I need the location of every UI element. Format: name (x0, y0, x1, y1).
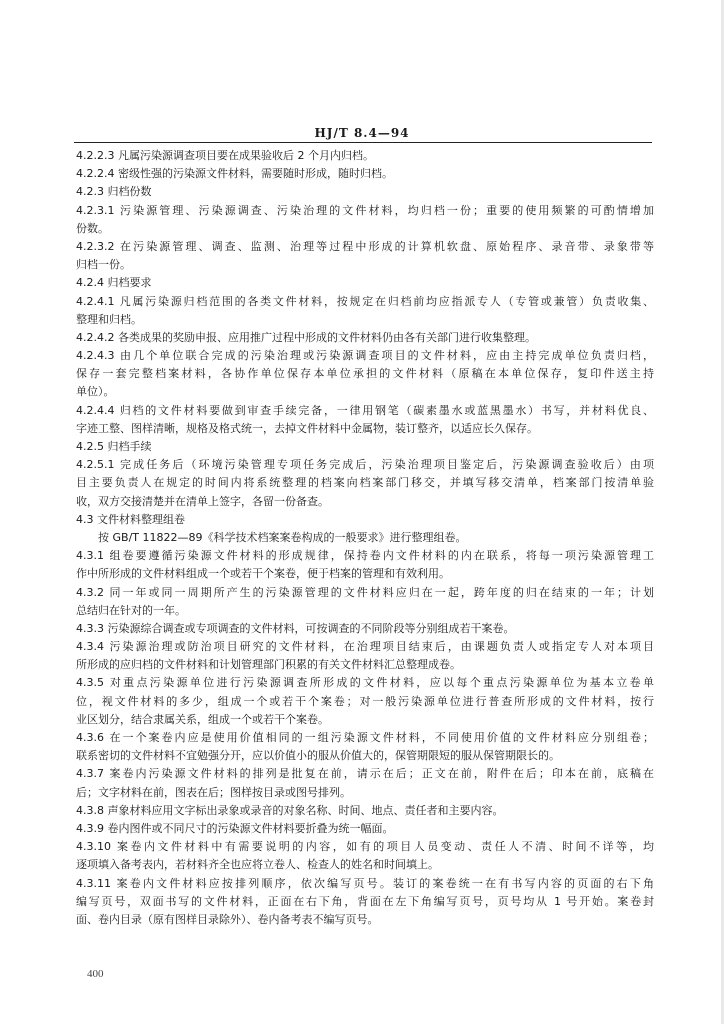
header-rule (74, 142, 652, 143)
text-line: 4.3 文件材料整理组卷 (76, 512, 185, 526)
page-header (0, 122, 724, 141)
text-line: 所形成的应归档的文件材料和计划管理部门积累的有关文件材料汇总整理成卷。 (76, 658, 461, 672)
text-line: 4.3.2 同一年或同一周期所产生的污染源管理的文件材料应归在一起，跨年度的归在结束的一年；计划 (76, 585, 654, 599)
text-line: 逐项填入备考表内，若材料齐全也应将立卷人、检查人的姓名和时间填上。 (76, 858, 439, 872)
text-line: 收，双方交接清楚并在清单上签字，各留一份备查。 (76, 494, 329, 508)
text-line: 4.3.6 在一个案卷内应是使用价值相同的一组污染源文件材料，不同使用价值的文件材料应分别组卷； (76, 731, 654, 744)
text-line: 4.3.5 对重点污染源单位进行污染源调查所形成的文件材料，应以每个重点污染源单位为基本立卷单 (76, 676, 654, 690)
text-line: 字迹工整、图样清晰，规格及格式统一，去掉文件材料中金属物，装订整齐，以适应长久保存。 (76, 421, 538, 435)
text-line: 4.2.4.3 由几个单位联合完成的污染治理或污染源调查项目的文件材料，应由主持完成单位负责归档， (76, 349, 654, 363)
text-line: 归档一份。 (76, 258, 131, 272)
text-line: 4.2.2.4 密级性强的污染源文件材料，需要随时形成，随时归档。 (76, 167, 393, 181)
text-line: 4.3.1 组卷要遵循污染源文件材料的形成规律，保持卷内文件材料的内在联系，将每一项污染源管理工 (76, 549, 654, 563)
text-line: 保存一套完整档案材料，各协作单位保存本单位承担的文件材料（原稿在本单位保存，复印件送主持 (76, 367, 654, 381)
text-line: 4.3.3 污染源综合调查或专项调查的文件材料，可按调查的不同阶段等分别组成若干案卷。 (76, 621, 515, 635)
text-line: 按 GB/T 11822—89《科学技术档案案卷构成的一般要求》进行整理组卷。 (98, 530, 467, 544)
text-line: 4.3.10 案卷内文件材料中有需要说明的内容，如有的项目人员变动、责任人不清、时间不详等，均 (76, 840, 654, 854)
text-line: 编写页号，双面书写的文件材料，正面在右下角，背面在左下角编写页号，页号均从 1 号开始。案卷封 (76, 894, 654, 908)
text-line: 4.2.3.1 污染源管理、污染源调查、污染治理的文件材料，均归档一份；重要的使用频繁的可酌情增加 (76, 203, 654, 217)
text-line: 4.2.3.2 在污染源管理、调查、监测、治理等过程中形成的计算机软盘、原始程序、录音带、录象带等 (76, 239, 654, 253)
text-line: 份数。 (76, 221, 109, 235)
text-line: 目主要负责人在规定的时间内将系统整理的档案向档案部门移交，并填写移交清单，档案部门按清单验 (76, 476, 654, 490)
text-line: 4.3.11 案卷内文件材料应按排列顺序，依次编写页号。装订的案卷统一在有书写内容的页面的右下角 (76, 876, 654, 890)
text-line: 整理和归档。 (76, 312, 142, 326)
text-line: 作中所形成的文件材料组成一个或若干个案卷，便于档案的管理和有效利用。 (76, 567, 450, 581)
text-line: 4.2.2.3 凡属污染源调查项目要在成果验收后 2 个月内归档。 (76, 149, 374, 162)
text-line: 面、卷内目录（原有图样目录除外）、卷内备考表不编写页号。 (76, 912, 379, 926)
text-line: 4.2.4.1 凡属污染源归档范围的各类文件材料，按规定在归档前均应指派专人（专管或兼管）负责收集、 (76, 294, 654, 308)
text-line: 4.2.4.4 归档的文件材料要做到审查手续完备，一律用钢笔（碳素墨水或蓝黑墨水）书写，并材料优良、 (76, 403, 654, 417)
text-line: 4.2.5.1 完成任务后（环境污染管理专项任务完成后，污染治理项目鉴定后，污染源调查验收后）由项 (76, 458, 654, 472)
text-line: 4.3.9 卷内图件或不同尺寸的污染源文件材料要折叠为统一幅面。 (76, 821, 394, 835)
text-line: 4.2.4.2 各类成果的奖励申报、应用推广过程中形成的文件材料仍由各有关部门进行收集整理。 (76, 330, 536, 344)
text-line: 业区划分，结合隶属关系，组成一个或若干个案卷。 (76, 712, 329, 726)
text-line: 4.2.5 归档手续 (76, 440, 152, 453)
standard-code: HJ/T 8.4—94 (314, 126, 410, 140)
text-line: 4.2.4 归档要求 (76, 276, 152, 290)
page-number: 400 (87, 968, 104, 980)
text-line: 联系密切的文件材料不宜勉强分开，应以价值小的服从价值大的，保管期限短的服从保管期限长的。 (76, 749, 560, 763)
text-line: 4.3.7 案卷内污染源文件材料的排列是批复在前，请示在后；正文在前，附件在后；印本在前，底稿在 (76, 767, 654, 781)
text-line: 单位）。 (76, 385, 115, 399)
text-line: 位，视文件材料的多少，组成一个或若干个案卷；对一般污染源单位进行普查所形成的文件材料，按行 (76, 694, 654, 708)
text-line: 4.3.8 声象材料应用文字标出录象或录音的对象名称、时间、地点、责任者和主要内容。 (76, 803, 504, 817)
text-line: 总结归在针对的一年。 (76, 603, 186, 617)
text-line: 后；文字材料在前，图表在后；图样按目录或图号排列。 (76, 785, 351, 799)
text-line: 4.2.3 归档份数 (76, 185, 152, 199)
body-text (76, 147, 654, 929)
text-line: 4.3.4 污染源治理或防治项目研究的文件材料，在治理项目结束后，由课题负责人或指定专人对本项目 (76, 640, 654, 654)
